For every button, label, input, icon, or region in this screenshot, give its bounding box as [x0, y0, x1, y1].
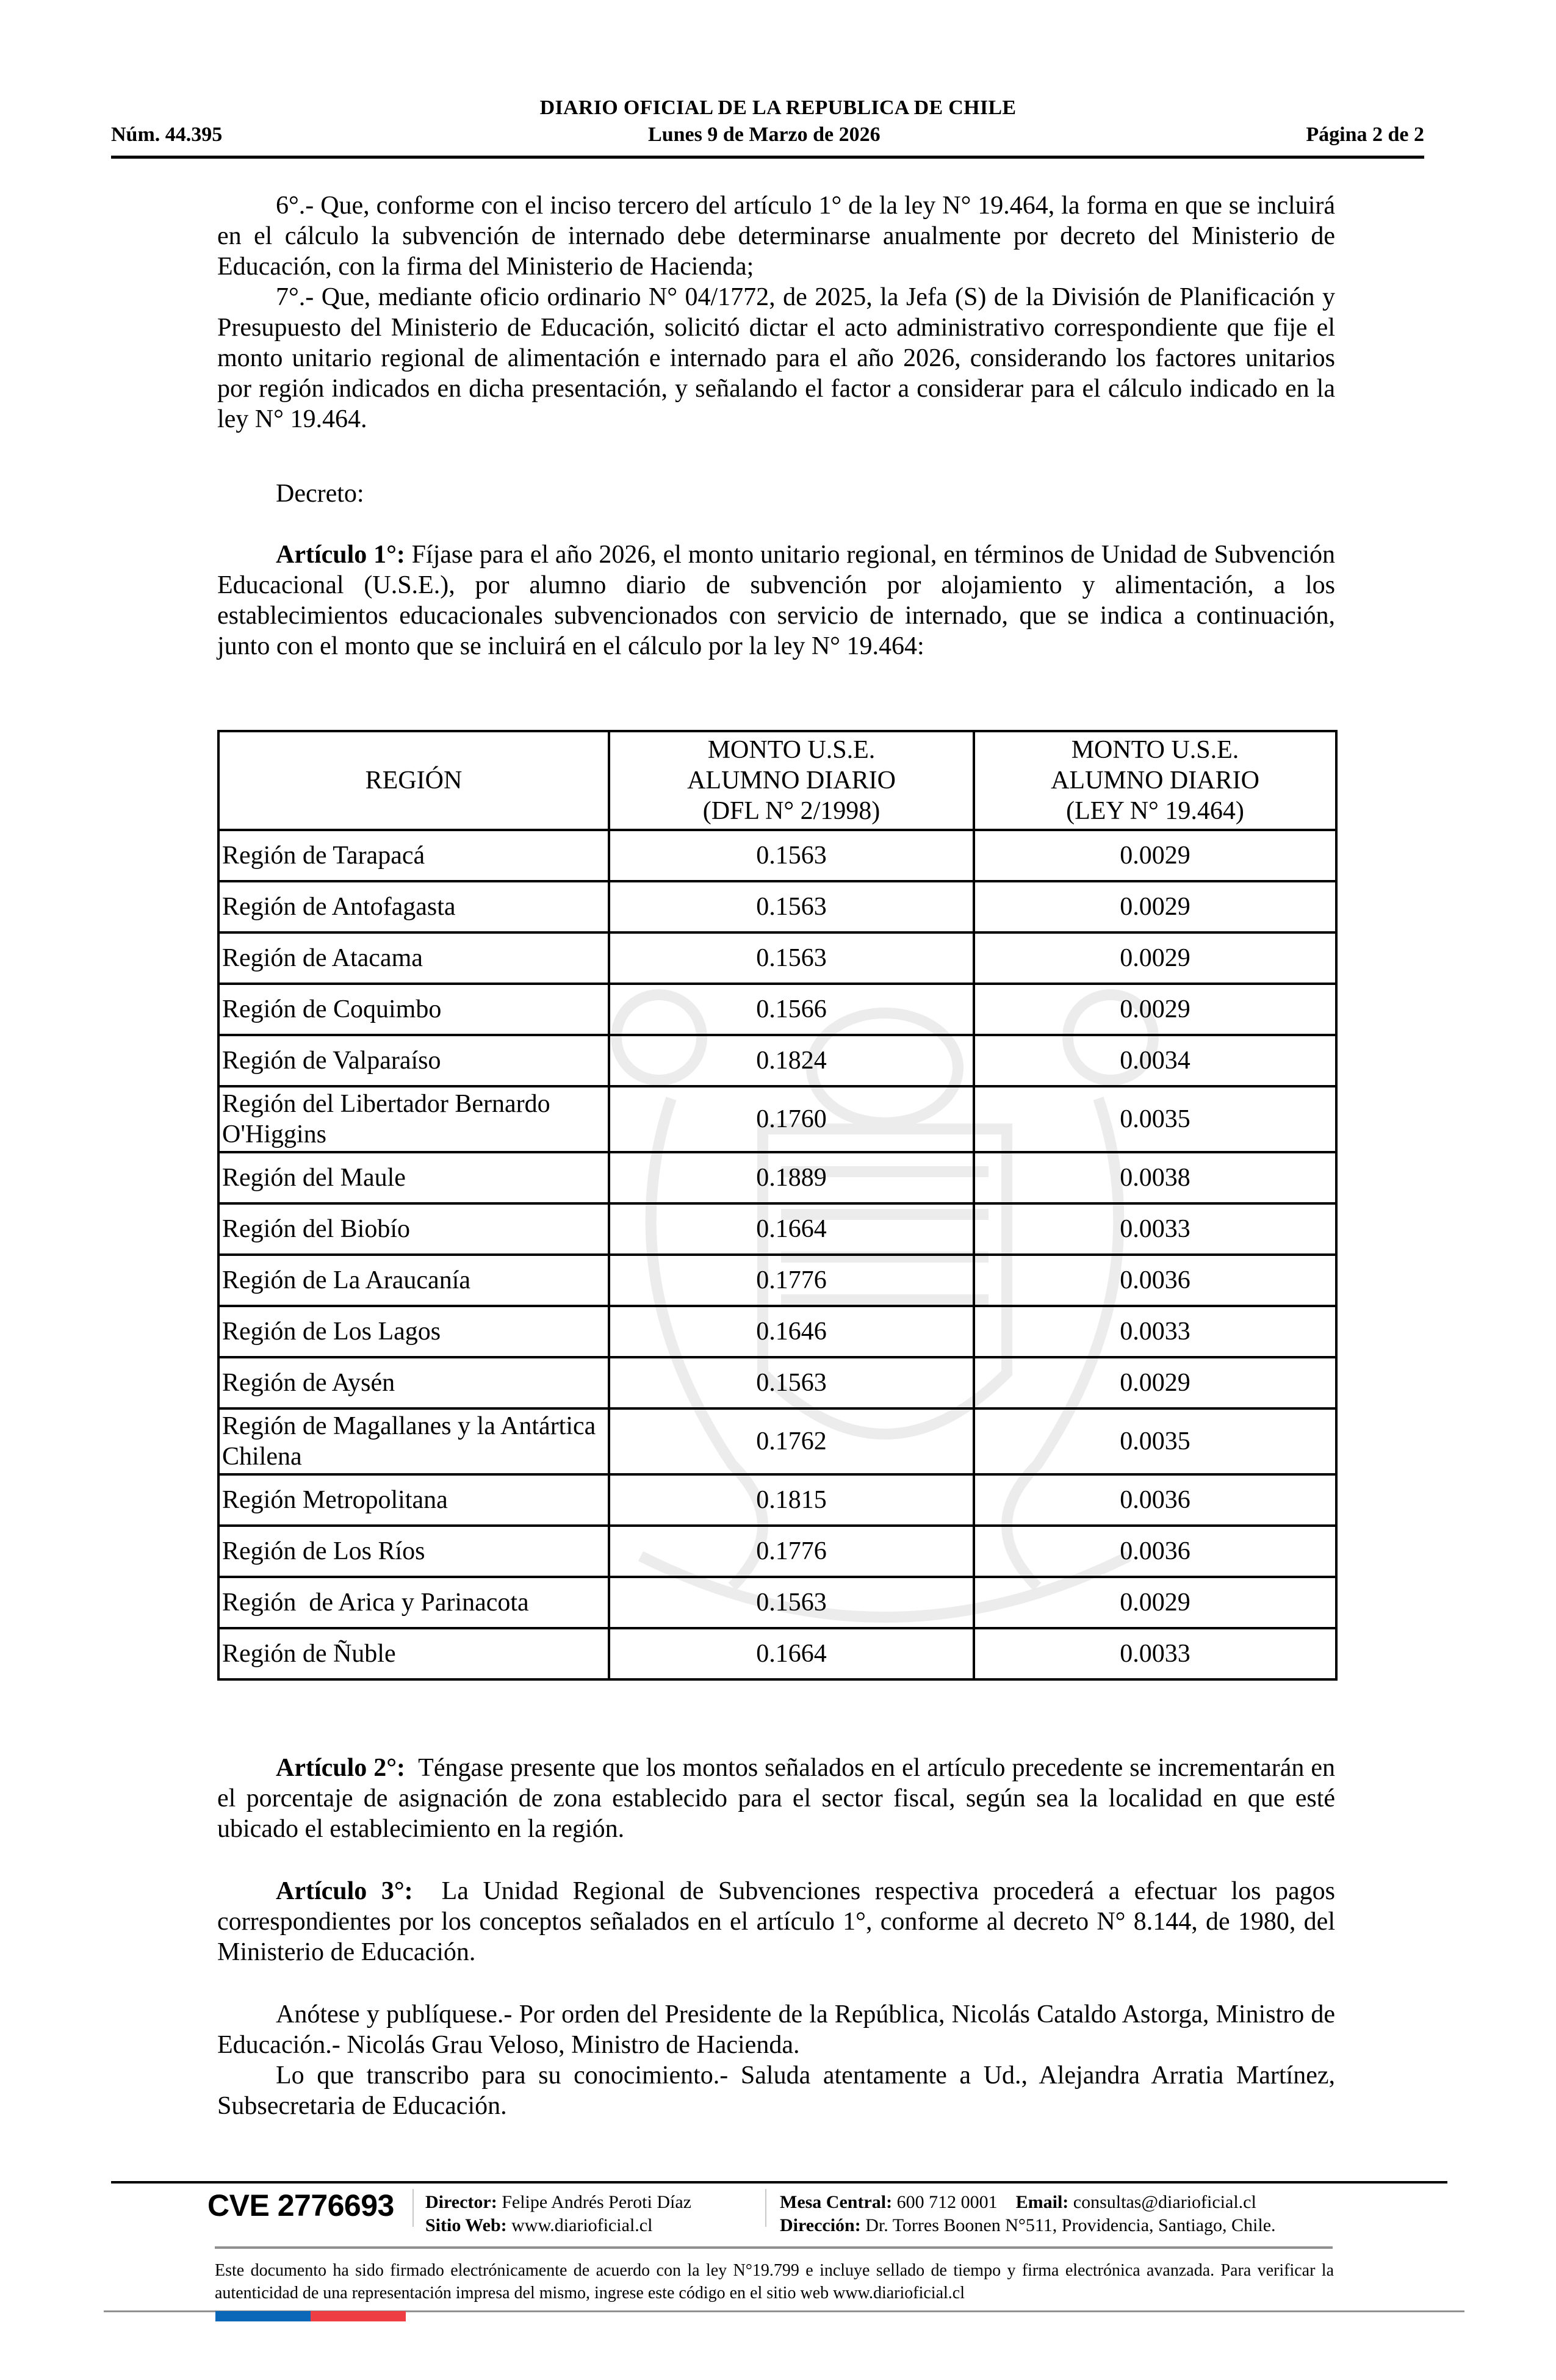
- direccion-label: Dirección:: [780, 2215, 861, 2235]
- table-row: [218, 881, 1336, 932]
- dfl-cell: 0.1664: [609, 1628, 974, 1679]
- table-row: [218, 984, 1336, 1035]
- table-row: [218, 1086, 1336, 1152]
- issue-date: Lunes 9 de Marzo de 2026: [648, 123, 881, 146]
- closing-publish: Anótese y publíquese.- Por orden del Presidente de la República, Nicolás Cataldo Astorga, Ministro de Educación.- Nicolás Grau Veloso, Ministro de Hacienda.: [217, 2000, 1335, 2059]
- header-dfl-line2: ALUMNO DIARIO: [687, 766, 896, 795]
- page-number: Página 2 de 2: [1306, 123, 1424, 146]
- dfl-cell: 0.1824: [609, 1035, 974, 1086]
- dfl-cell: 0.1563: [609, 881, 974, 932]
- dfl-cell: 0.1776: [609, 1255, 974, 1306]
- articulo-3: [217, 1876, 1342, 1967]
- ley-cell: 0.0029: [974, 932, 1336, 984]
- direccion-value: Dr. Torres Boonen N°511, Providencia, Santiago, Chile.: [860, 2215, 1276, 2235]
- table-row: [218, 1035, 1336, 1086]
- footer-separator: [765, 2189, 766, 2227]
- mesa-label: Mesa Central:: [780, 2192, 893, 2212]
- articulo-3-label: Artículo 3°:: [276, 1877, 413, 1905]
- dfl-cell: 0.1563: [609, 1357, 974, 1408]
- header-ley-line3: (LEY N° 19.464): [1066, 797, 1244, 825]
- dfl-cell: 0.1563: [609, 830, 974, 881]
- mesa-value: 600 712 0001: [892, 2192, 998, 2212]
- publication-title: DIARIO OFICIAL DE LA REPUBLICA DE CHILE: [539, 96, 1017, 119]
- footer-mid-rule: [215, 2246, 1333, 2249]
- table-row: [218, 1255, 1336, 1306]
- region-cell: Región del Biobío: [218, 1203, 609, 1255]
- articulo-1-text: Fíjase para el año 2026, el monto unitario regional, en términos de Unidad de Subvención Educacional (U.S.E.), por alumno diario de subvención por alojamiento y alimentación, a los establecimientos educacionales subvencionados con servicio de internado, que se indica a continuación, junto con el monto que se incluirá en el cálculo por la ley N° 19.464:: [217, 541, 1335, 660]
- articulo-1-label: Artículo 1°:: [276, 541, 405, 569]
- dfl-cell: 0.1776: [609, 1526, 974, 1577]
- region-cell: Región de Los Lagos: [218, 1306, 609, 1357]
- region-cell: Región de Atacama: [218, 932, 609, 984]
- articulo-2: [217, 1753, 1342, 1844]
- header-dfl-line1: MONTO U.S.E.: [707, 736, 876, 764]
- region-cell: Región de Los Ríos: [218, 1526, 609, 1577]
- table-row: [218, 1203, 1336, 1255]
- table-row: [218, 1474, 1336, 1526]
- dfl-cell: 0.1563: [609, 932, 974, 984]
- dfl-cell: 0.1889: [609, 1152, 974, 1203]
- decreto-label: Decreto:: [276, 480, 364, 508]
- ley-cell: 0.0033: [974, 1203, 1336, 1255]
- articulo-3-text: La Unidad Regional de Subvenciones respectiva procederá a efectuar los pagos correspondientes por los conceptos señalados en el artículo 1°, conforme al decreto N° 8.144, de 1980, del Ministerio de Educación.: [217, 1877, 1342, 1966]
- dfl-cell: 0.1646: [609, 1306, 974, 1357]
- region-cell: Región de Coquimbo: [218, 984, 609, 1035]
- regional-amounts-table: [217, 730, 1338, 1681]
- closing-transcribe: Lo que transcribo para su conocimiento.- Saluda atentamente a Ud., Alejandra Arratia Martínez, Subsecretaria de Educación.: [217, 2061, 1335, 2120]
- ley-cell: 0.0038: [974, 1152, 1336, 1203]
- considerando-7: 7°.- Que, mediante oficio ordinario N° 04/1772, de 2025, la Jefa (S) de la División de Planificación y Presupuesto del Ministerio de Educación, solicitó dictar el acto administrativo correspondiente que fije el monto unitario regional de alimentación e internado para el año 2026, considerando los factores unitarios por región indicados en dicha presentación, y señalando el factor a considerar para el cálculo indicado en la ley N° 19.464.: [217, 283, 1335, 433]
- ley-cell: 0.0035: [974, 1086, 1336, 1152]
- closing-section: [217, 1999, 1335, 2121]
- director-value: Felipe Andrés Peroti Díaz: [497, 2192, 691, 2212]
- header-dfl-line3: (DFL N° 2/1998): [702, 797, 881, 825]
- header-ley: [974, 731, 1336, 830]
- table-row: [218, 830, 1336, 881]
- dfl-cell: 0.1762: [609, 1408, 974, 1474]
- flag-red-stripe: [311, 2311, 406, 2321]
- table-row: [218, 1152, 1336, 1203]
- dfl-cell: 0.1563: [609, 1577, 974, 1628]
- header-ley-line1: MONTO U.S.E.: [1071, 736, 1239, 764]
- table-row: [218, 932, 1336, 984]
- ley-cell: 0.0033: [974, 1628, 1336, 1679]
- ley-cell: 0.0036: [974, 1474, 1336, 1526]
- table-row: [218, 1408, 1336, 1474]
- region-cell: Región de Aysén: [218, 1357, 609, 1408]
- decreto-label-block: [217, 478, 1335, 509]
- ley-cell: 0.0029: [974, 984, 1336, 1035]
- dfl-cell: 0.1664: [609, 1203, 974, 1255]
- dfl-cell: 0.1566: [609, 984, 974, 1035]
- region-cell: Región de La Araucanía: [218, 1255, 609, 1306]
- web-label: Sitio Web:: [425, 2215, 507, 2235]
- region-cell: Región de Magallanes y la Antártica Chilena: [218, 1408, 609, 1474]
- ley-cell: 0.0036: [974, 1526, 1336, 1577]
- cve-code: CVE 2776693: [207, 2188, 394, 2223]
- region-cell: Región de Arica y Parinacota: [218, 1577, 609, 1628]
- header-dfl: [609, 731, 974, 830]
- articulo-1: [217, 539, 1335, 662]
- issue-number: Núm. 44.395: [111, 123, 223, 146]
- table-row: [218, 1628, 1336, 1679]
- signature-note: Este documento ha sido firmado electrónicamente de acuerdo con la ley N°19.799 e incluye sellado de tiempo y firma electrónica avanzada. Para verificar la autenticidad de una representación impresa del mismo, ingrese este código en el sitio web www.diarioficial.cl: [215, 2261, 1334, 2302]
- web-link[interactable]: www.diarioficial.cl: [506, 2215, 653, 2235]
- ley-cell: 0.0029: [974, 1357, 1336, 1408]
- ley-cell: 0.0029: [974, 1577, 1336, 1628]
- director-label: Director:: [425, 2192, 497, 2212]
- footer-director-block: [425, 2191, 691, 2237]
- region-cell: Región del Libertador Bernardo O'Higgins: [218, 1086, 609, 1152]
- header-row: [111, 123, 1424, 146]
- region-cell: Región de Ñuble: [218, 1628, 609, 1679]
- ley-cell: 0.0036: [974, 1255, 1336, 1306]
- table-header-row: [218, 731, 1336, 830]
- region-cell: Región de Antofagasta: [218, 881, 609, 932]
- flag-blue-stripe: [215, 2311, 311, 2321]
- ley-cell: 0.0033: [974, 1306, 1336, 1357]
- region-cell: Región del Maule: [218, 1152, 609, 1203]
- dfl-cell: 0.1760: [609, 1086, 974, 1152]
- header-region: REGIÓN: [218, 731, 609, 830]
- ley-cell: 0.0029: [974, 830, 1336, 881]
- table-row: [218, 1526, 1336, 1577]
- articulo-2-text: Téngase presente que los montos señalados en el artículo precedente se incrementarán en el porcentaje de asignación de zona establecido para el sector fiscal, según sea la localidad en que esté ubicado el establecimiento en la región.: [217, 1754, 1342, 1843]
- email-label: Email:: [1015, 2192, 1069, 2212]
- table-row: [218, 1577, 1336, 1628]
- email-link[interactable]: consultas@diarioficial.cl: [1068, 2192, 1256, 2212]
- footer-top-rule: [111, 2181, 1447, 2183]
- articulo-2-label: Artículo 2°:: [276, 1754, 406, 1782]
- header-ley-line2: ALUMNO DIARIO: [1051, 766, 1259, 795]
- table-row: [218, 1357, 1336, 1408]
- ley-cell: 0.0029: [974, 881, 1336, 932]
- ley-cell: 0.0035: [974, 1408, 1336, 1474]
- considerando-6: 6°.- Que, conforme con el inciso tercero del artículo 1° de la ley N° 19.464, la forma en que se incluirá en el cálculo la subvención de internado debe determinarse anualmente por decreto del Ministerio de Educación, con la firma del Ministerio de Hacienda;: [217, 192, 1335, 281]
- table-row: [218, 1306, 1336, 1357]
- considerandos-section: [217, 190, 1335, 435]
- region-cell: Región Metropolitana: [218, 1474, 609, 1526]
- footer-contact-block: [780, 2191, 1276, 2237]
- region-cell: Región de Valparaíso: [218, 1035, 609, 1086]
- dfl-cell: 0.1815: [609, 1474, 974, 1526]
- region-cell: Región de Tarapacá: [218, 830, 609, 881]
- header-rule: [111, 156, 1424, 159]
- footer-separator: [412, 2189, 414, 2227]
- ley-cell: 0.0034: [974, 1035, 1336, 1086]
